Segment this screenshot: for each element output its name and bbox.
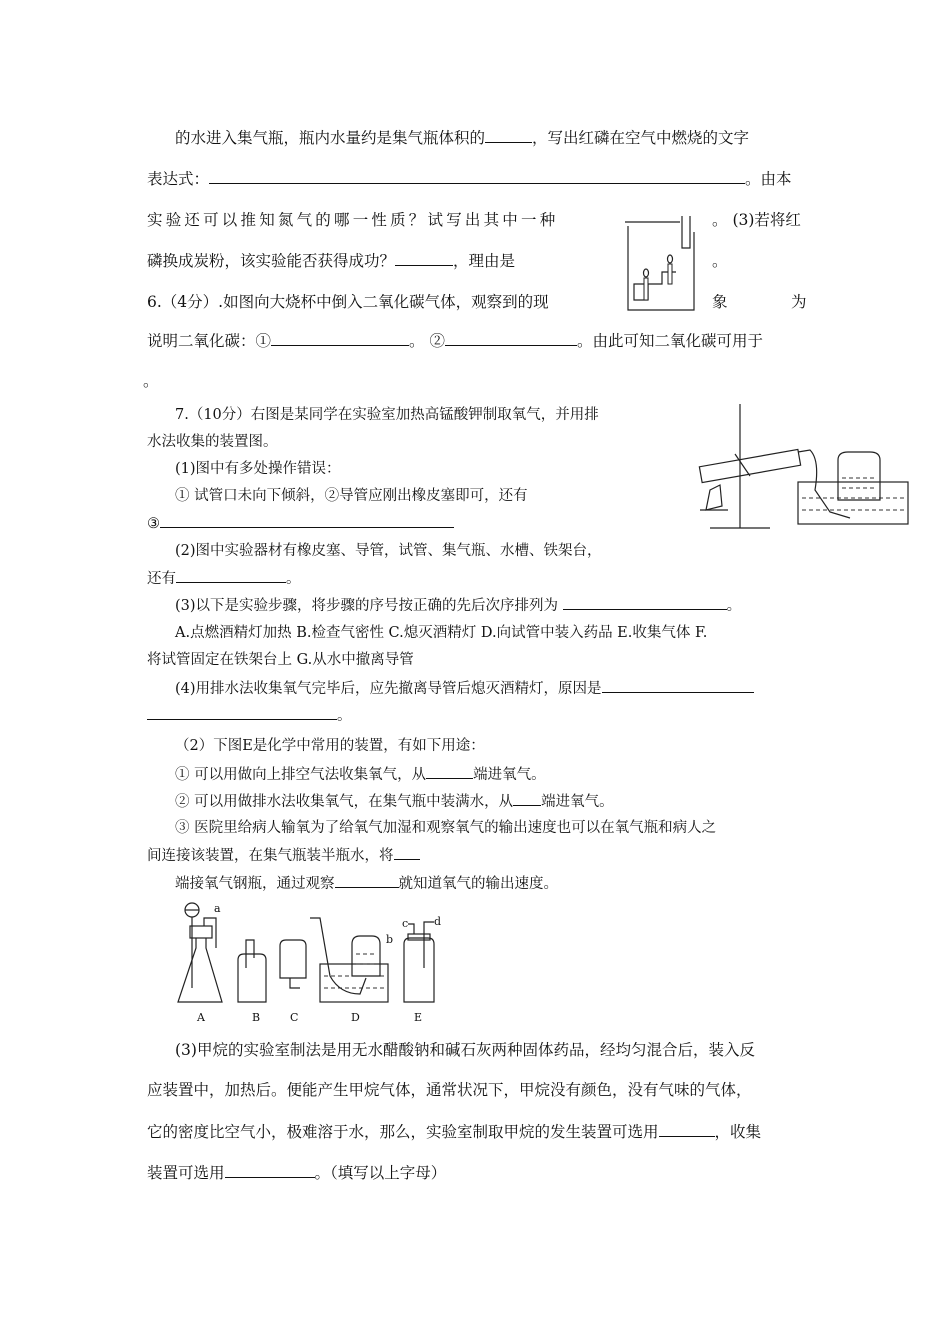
q6-line-1: 6.（4分）.如图向大烧杯中倒入二氧化碳气体，观察到的现: [147, 293, 549, 311]
q5-line-2: 表达式： 。由本: [147, 170, 792, 188]
q6-word-wei: 为: [791, 293, 807, 311]
q7-p1b: ③: [147, 513, 454, 534]
blank[interactable]: [445, 331, 577, 346]
blank[interactable]: [160, 513, 454, 528]
qE-use-3c: 端接氧气钢瓶，通过观察 就知道氧气的输出速度。: [175, 873, 558, 894]
q7-p4-cont: 。: [147, 705, 352, 726]
tag-b: b: [386, 933, 394, 946]
blank[interactable]: [395, 251, 453, 266]
blank[interactable]: [209, 169, 745, 184]
blank[interactable]: [176, 568, 286, 583]
blank[interactable]: [426, 764, 473, 779]
blank[interactable]: [394, 845, 420, 860]
tag-a: a: [214, 902, 221, 915]
label-a: A: [197, 1011, 205, 1024]
beaker-candles-figure: [620, 212, 700, 312]
q7-line-2: 水法收集的装置图。: [147, 434, 278, 450]
q3-line-1: (3)甲烷的实验室制法是用无水醋酸钠和碱石灰两种固体药品，经均匀混合后，装入反: [175, 1041, 755, 1059]
oxygen-apparatus-figure: [680, 400, 910, 535]
q5-line-3: 实验还可以推知氮气的哪一性质？试写出其中一种: [147, 211, 559, 229]
blank[interactable]: [513, 791, 541, 806]
q5-line-4-tail: 。: [712, 252, 728, 270]
blank[interactable]: [563, 595, 727, 610]
q5-line-1: 的水进入集气瓶，瓶内水量约是集气瓶体积的 ，写出红磷在空气中燃烧的文字: [175, 129, 750, 147]
q6-word-xiang: 象: [712, 293, 728, 311]
q3-line-2: 应装置中，加热后。便能产生甲烷气体，通常状况下，甲烷没有颜色，没有气味的气体，: [147, 1081, 752, 1099]
q3-line-3: 它的密度比空气小，极难溶于水，那么，实验室制取甲烷的发生装置可选用 ，收集: [147, 1123, 762, 1141]
blank[interactable]: [659, 1122, 715, 1137]
q5-line-3-tail: 。 (3)若将红: [712, 211, 801, 229]
q3-line-4: 装置可选用 。（填写以上字母）: [147, 1164, 447, 1182]
qE-use-3b: 间连接该装置，在集气瓶装半瓶水，将: [147, 845, 420, 866]
blank[interactable]: [271, 331, 409, 346]
q5-line-4: 磷换成炭粉，该实验能否获得成功？ ，理由是: [147, 252, 516, 270]
tag-d: d: [434, 915, 442, 928]
label-d: D: [351, 1011, 360, 1024]
qE-use-3: ③ 医院里给病人输氧为了给氧气加湿和观察氧气的输出速度也可以在氧气瓶和病人之: [175, 820, 717, 836]
blank[interactable]: [485, 128, 532, 143]
q7-p1: (1)图中有多处操作错误：: [175, 461, 341, 477]
q7-line-1: 7.（10分）右图是某同学在实验室加热高锰酸钾制取氧气，并用排: [175, 407, 599, 423]
q7-p2b: 还有 。: [147, 568, 301, 589]
blank[interactable]: [225, 1163, 315, 1178]
blank[interactable]: [335, 873, 399, 888]
blank[interactable]: [602, 678, 754, 693]
q6-line-3: 。: [143, 372, 159, 390]
label-b: B: [252, 1011, 261, 1024]
blank[interactable]: [147, 705, 337, 720]
label-c: C: [290, 1011, 299, 1024]
q7-steps-2: 将试管固定在铁架台上 G.从水中撤离导管: [147, 652, 414, 668]
qE-use-1: ① 可以用做向上排空气法收集氧气，从 端进氧气。: [175, 764, 546, 785]
qE-heading: （2）下图E是化学中常用的装置，有如下用途：: [175, 738, 485, 754]
q7-p4: (4)用排水法收集氧气完毕后，应先撤离导管后熄灭酒精灯，原因是: [175, 678, 754, 699]
q7-p3: (3)以下是实验步骤，将步骤的序号按正确的先后次序排列为 。: [175, 595, 741, 616]
q6-line-2: 说明二氧化碳：① 。 ② 。由此可知二氧化碳可用于: [147, 332, 763, 350]
q7-p1a: ① 试管口未向下倾斜，②导管应刚出橡皮塞即可，还有: [175, 488, 528, 504]
label-e: E: [414, 1011, 423, 1024]
q7-p2a: (2)图中实验器材有橡皮塞、导管，试管、集气瓶、水槽、铁架台，: [175, 543, 602, 559]
tag-c: c: [402, 917, 409, 930]
q7-steps-1: A.点燃酒精灯加热 B.检查气密性 C.熄灭酒精灯 D.向试管中装入药品 E.收集气体 F.: [175, 625, 708, 641]
qE-use-2: ② 可以用做排水法收集氧气，在集气瓶中装满水，从 端进氧气。: [175, 791, 614, 812]
